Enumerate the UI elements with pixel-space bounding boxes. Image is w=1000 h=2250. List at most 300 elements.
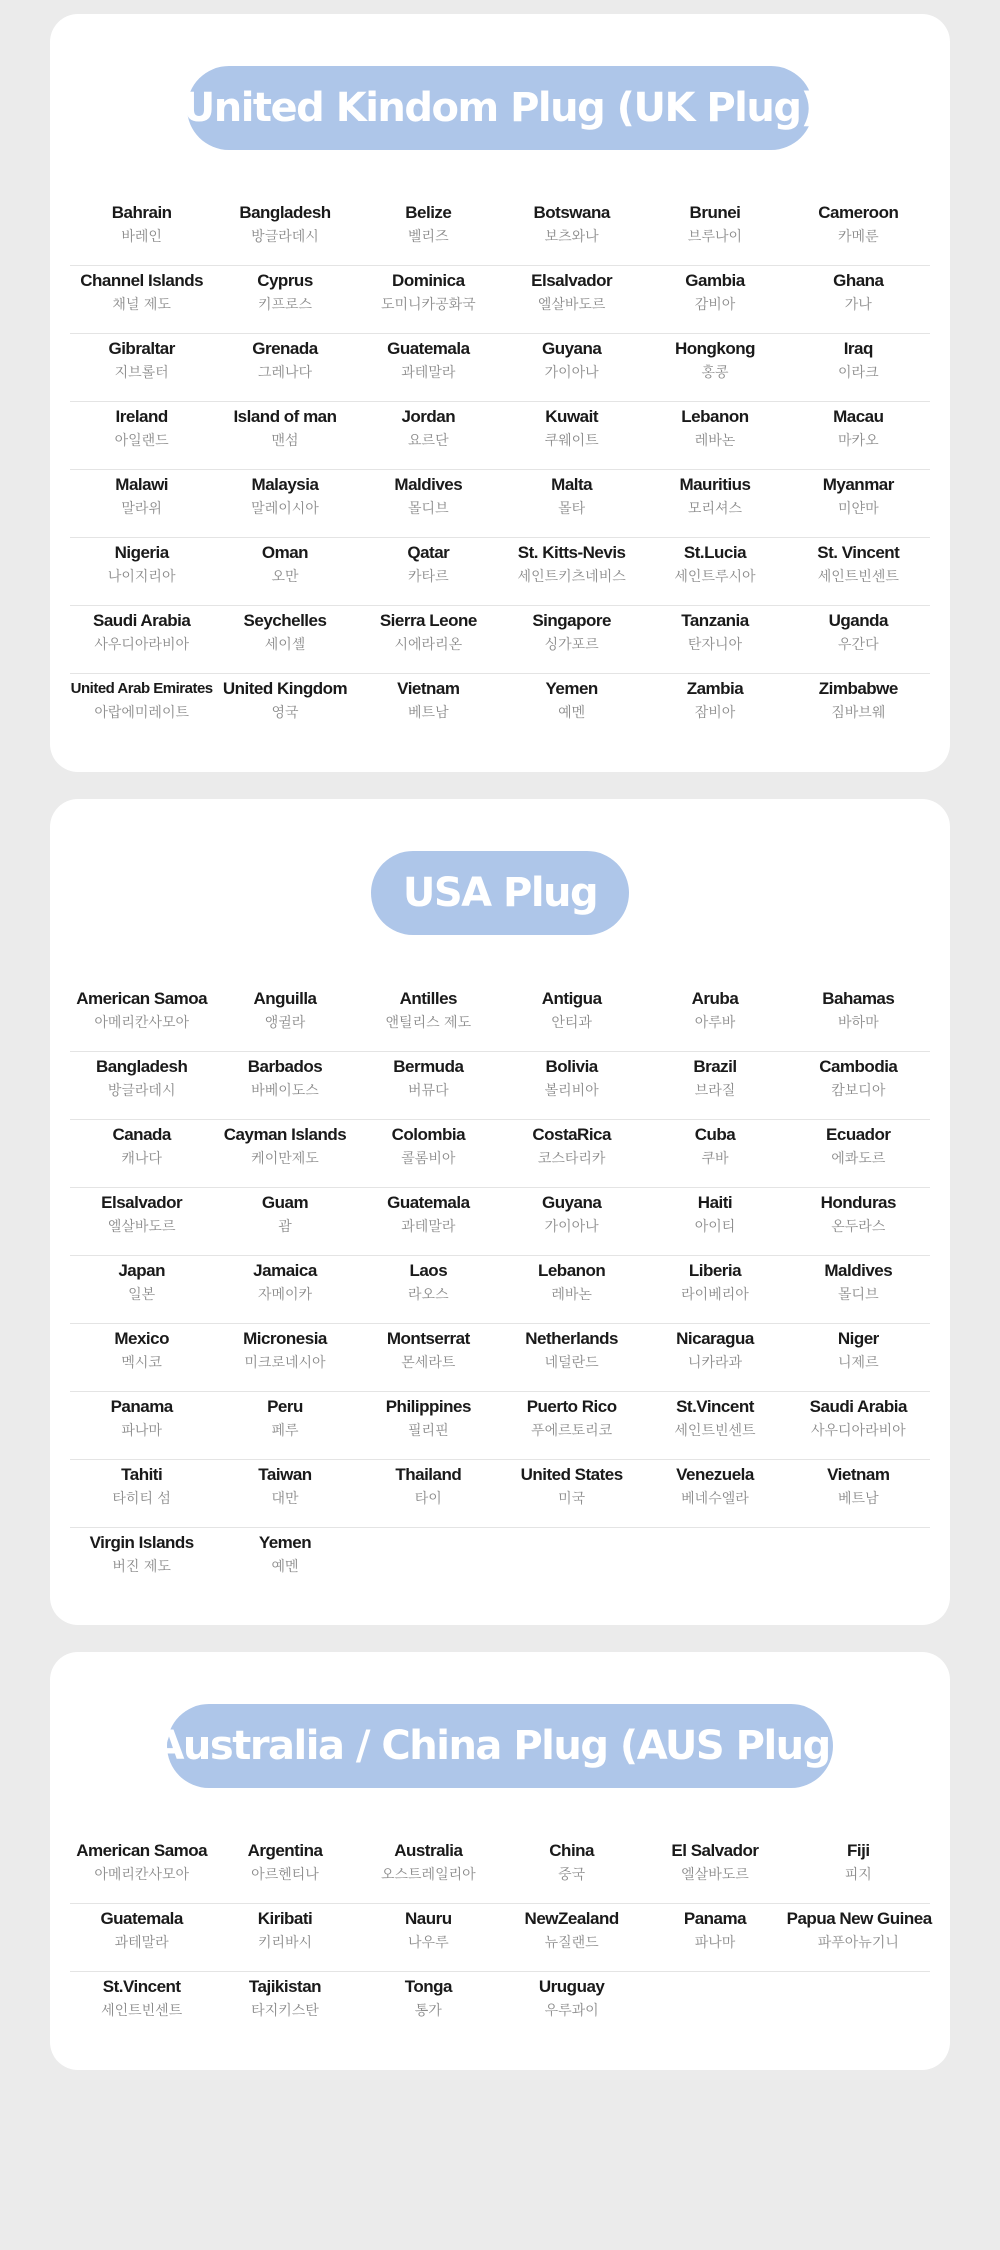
country-name-ko: 캄보디아 [831,1083,886,1099]
country-name-en: Jamaica [253,1261,317,1280]
country-name-ko: 미크로네시아 [244,1355,326,1371]
uk-plug-card [50,14,950,772]
country-name-en: Bolivia [545,1057,598,1076]
country-name-ko: 브라질 [694,1083,736,1099]
country-item [500,1120,643,1187]
country-item [213,1392,356,1459]
country-item [500,198,643,265]
country-item [787,606,930,673]
country-name-en: Taiwan [258,1465,312,1484]
country-name-ko: 코스타리카 [537,1151,606,1167]
country-item [500,1324,643,1391]
country-name-ko: 몰타 [558,501,586,517]
country-item [787,402,930,469]
country-item [500,606,643,673]
country-name-en: Virgin Islands [89,1533,194,1552]
country-name-ko: 방글라데시 [107,1083,176,1099]
country-row [70,402,930,470]
country-name-en: Panama [110,1397,173,1416]
country-row [70,1836,930,1904]
section-title-pill [153,1704,847,1788]
country-name-en: Papua New Guinea [786,1909,932,1928]
country-name-ko: 레바논 [694,433,736,449]
country-item [787,1392,930,1459]
country-item [357,1460,500,1527]
country-item [500,1460,643,1527]
country-name-en: Bahamas [822,989,895,1008]
country-name-en: Thailand [395,1465,462,1484]
country-name-ko: 안티과 [551,1015,592,1031]
country-item [70,1904,213,1971]
section-title: United Kindom Plug (UK Plug) [182,85,818,131]
country-name-ko: 짐바브웨 [831,705,886,721]
country-name-en: CostaRica [532,1125,611,1144]
country-item [213,1324,356,1391]
country-item [357,1324,500,1391]
country-name-en: Vietnam [827,1465,890,1484]
country-item [643,1836,786,1903]
country-row [70,1460,930,1528]
country-name-ko: 바하마 [838,1015,879,1031]
country-name-en: Brunei [689,203,741,222]
country-name-en: Panama [683,1909,747,1928]
country-item [787,1256,930,1323]
country-name-en: Jordan [401,407,456,426]
country-item [70,674,213,742]
country-name-en: Bangladesh [239,203,331,222]
country-name-ko: 세인트빈센트 [101,2003,183,2019]
country-item [70,984,213,1051]
country-name-ko: 베네수엘라 [681,1491,749,1507]
country-name-ko: 버진 제도 [112,1559,171,1575]
country-name-ko: 세이셸 [264,637,306,653]
country-name-ko: 도미니카공화국 [380,297,476,313]
country-item [500,674,643,742]
country-name-ko: 괌 [278,1219,292,1235]
country-row [70,1972,930,2040]
country-name-ko: 볼리비아 [544,1083,599,1099]
country-name-en: Venezuela [676,1465,754,1484]
country-item [357,1392,500,1459]
country-item [787,674,930,742]
country-name-ko: 대만 [271,1491,299,1507]
country-item [500,538,643,605]
country-name-en: Mexico [114,1329,169,1348]
country-name-ko: 쿠바 [701,1151,729,1167]
country-name-en: Nauru [405,1909,452,1928]
country-item [70,606,213,673]
country-name-ko: 영국 [271,705,299,721]
country-name-ko: 타이 [414,1491,442,1507]
country-name-ko: 카메룬 [838,229,879,245]
country-name-ko: 세인트빈센트 [817,569,899,585]
country-name-en: St.Vincent [676,1397,754,1416]
country-item [213,606,356,673]
country-name-en: United States [520,1465,623,1484]
country-name-en: St. Vincent [817,543,900,562]
country-name-en: Fiji [847,1841,870,1860]
country-item [500,1256,643,1323]
country-item [357,402,500,469]
country-item [357,198,500,265]
country-item [787,1120,930,1187]
country-name-ko: 채널 제도 [112,297,171,313]
country-item [357,1120,500,1187]
country-name-ko: 세인트루시아 [674,569,756,585]
country-name-ko: 니제르 [838,1355,879,1371]
country-item [643,1188,786,1255]
country-name-en: Maldives [824,1261,893,1280]
country-item [213,266,356,333]
country-item [213,1460,356,1527]
country-grid [70,1836,930,2040]
country-name-ko: 온두라스 [831,1219,886,1235]
country-item [787,1460,930,1527]
country-name-ko: 콜롬비아 [401,1151,456,1167]
country-name-en: Elsalvador [101,1193,183,1212]
country-name-en: Island of man [233,407,337,426]
aus-plug-card [50,1652,950,2070]
country-row [70,1324,930,1392]
country-name-ko: 우간다 [838,637,879,653]
country-name-ko: 탄자니아 [687,637,743,653]
country-name-en: Malawi [115,475,169,494]
country-name-en: Dominica [392,271,465,290]
country-name-en: Nicaragua [676,1329,754,1348]
country-row [70,1392,930,1460]
country-item [357,1052,500,1119]
country-name-en: Cameroon [818,203,899,222]
country-name-ko: 그레나다 [257,365,313,381]
country-name-en: Macau [833,407,884,426]
country-name-en: Saudi Arabia [93,611,191,630]
country-item [357,538,500,605]
country-name-en: Gibraltar [108,339,175,358]
country-name-en: Malta [551,475,593,494]
country-name-en: American Samoa [76,989,208,1008]
country-item [643,1052,786,1119]
country-item [787,1836,930,1903]
country-name-ko: 오만 [271,569,299,585]
country-item [500,470,643,537]
section-title: Australia / China Plug (AUS Plug) [153,1723,847,1769]
country-item [500,1836,643,1903]
country-name-ko: 시에라리온 [394,637,463,653]
country-item [213,1256,356,1323]
country-name-en: China [549,1841,595,1860]
country-name-ko: 바레인 [121,229,162,245]
country-name-ko: 카타르 [408,569,449,585]
country-item [500,1904,643,1971]
country-name-en: Cyprus [257,271,313,290]
country-name-en: Guyana [541,339,602,358]
country-item [643,984,786,1051]
country-item [787,538,930,605]
country-item [787,266,930,333]
country-item [500,266,643,333]
country-name-en: Cuba [694,1125,736,1144]
country-name-en: Mauritius [679,475,751,494]
country-row [70,1188,930,1256]
country-name-ko: 아르헨티나 [251,1867,319,1883]
country-name-ko: 바베이도스 [251,1083,319,1099]
country-item [500,984,643,1051]
country-name-ko: 중국 [558,1867,586,1883]
country-name-en: Zimbabwe [818,679,898,698]
country-item [787,984,930,1051]
country-name-ko: 엘살바도르 [537,297,606,313]
country-name-en: St.Vincent [102,1977,181,1996]
country-name-en: Brazil [693,1057,737,1076]
country-name-en: Haiti [697,1193,733,1212]
country-name-en: Ghana [833,271,884,290]
country-name-en: Guam [261,1193,309,1212]
country-item [357,1188,500,1255]
country-name-ko: 캐나다 [121,1151,162,1167]
country-name-ko: 과테말라 [401,1219,456,1235]
country-name-ko: 베트남 [838,1491,879,1507]
country-name-ko: 모리셔스 [687,501,743,517]
country-name-en: Netherlands [525,1329,619,1348]
country-name-ko: 라오스 [408,1287,449,1303]
country-row [70,334,930,402]
country-name-ko: 파나마 [121,1423,162,1439]
country-item [357,470,500,537]
country-name-en: Laos [409,1261,448,1280]
country-name-en: Elsalvador [531,271,613,290]
country-name-en: Kiribati [257,1909,313,1928]
country-name-en: Zambia [686,679,744,698]
country-name-en: Liberia [688,1261,742,1280]
country-name-ko: 아일랜드 [114,433,169,449]
country-name-en: Lebanon [681,407,749,426]
country-name-ko: 세인트키츠네비스 [517,569,626,585]
country-item [357,1256,500,1323]
country-name-ko: 방글라데시 [251,229,319,245]
country-name-ko: 미국 [558,1491,586,1507]
country-name-en: Philippines [385,1397,471,1416]
country-name-en: Anguilla [253,989,317,1008]
country-name-en: Canada [112,1125,171,1144]
country-name-ko: 타지키스탄 [251,2003,319,2019]
country-item [213,1528,356,1596]
country-name-en: Bangladesh [95,1057,188,1076]
country-name-en: Cambodia [819,1057,898,1076]
country-name-ko: 아메리칸사모아 [94,1015,189,1031]
country-name-en: Tahiti [121,1465,163,1484]
country-item [357,1972,500,2040]
country-name-en: Tonga [404,1977,452,1996]
country-grid [70,984,930,1596]
country-name-en: Guatemala [387,339,470,358]
country-item [70,1052,213,1119]
country-name-ko: 오스트레일리아 [380,1867,476,1883]
country-grid [70,198,930,742]
country-name-ko: 나우루 [408,1935,449,1951]
country-row [70,984,930,1052]
country-name-ko: 세인트빈센트 [674,1423,756,1439]
country-item [643,470,786,537]
country-name-ko: 마카오 [838,433,879,449]
country-name-ko: 피지 [844,1867,872,1883]
country-item [787,334,930,401]
country-name-en: Uruguay [538,1977,605,1996]
country-name-ko: 벨리즈 [408,229,449,245]
country-name-en: United Kingdom [222,679,348,698]
country-name-ko: 버뮤다 [408,1083,449,1099]
country-item [70,1256,213,1323]
country-name-en: Oman [261,543,309,562]
country-name-en: Tajikistan [248,1977,322,1996]
country-name-ko: 브루나이 [687,229,743,245]
country-item [500,334,643,401]
country-name-en: Hongkong [674,339,755,358]
country-name-ko: 엘살바도르 [107,1219,176,1235]
country-name-ko: 몰디브 [408,501,449,517]
section-title-pill [182,66,818,150]
country-name-en: Ireland [115,407,168,426]
country-name-en: Qatar [407,543,450,562]
country-name-en: Belize [405,203,452,222]
country-item [213,1120,356,1187]
country-row [70,674,930,742]
country-name-en: Barbados [247,1057,323,1076]
country-item [787,1904,930,1971]
country-item [500,1052,643,1119]
country-row [70,606,930,674]
country-name-en: Bahrain [111,203,172,222]
country-name-en: Seychelles [243,611,327,630]
country-name-en: Micronesia [243,1329,327,1348]
country-name-en: Sierra Leone [379,611,477,630]
country-item [643,198,786,265]
country-item [70,1188,213,1255]
country-item [213,984,356,1051]
country-name-en: Channel Islands [80,271,204,290]
country-name-en: Malaysia [251,475,319,494]
country-name-en: NewZealand [524,1909,619,1928]
country-name-ko: 요르단 [408,433,449,449]
country-name-en: American Samoa [76,1841,208,1860]
usa-plug-card [50,799,950,1625]
country-name-ko: 쿠웨이트 [544,433,599,449]
country-item [213,198,356,265]
country-name-en: Ecuador [826,1125,891,1144]
country-name-ko: 엘살바도르 [681,1867,749,1883]
country-item [500,1972,643,2040]
country-item [357,334,500,401]
country-name-ko: 가나 [844,297,872,313]
country-item [70,1972,213,2040]
country-name-en: Nigeria [114,543,169,562]
country-name-en: St.Lucia [683,543,747,562]
country-item [787,470,930,537]
country-name-en: Antigua [541,989,602,1008]
country-name-ko: 몰디브 [838,1287,879,1303]
country-item [70,470,213,537]
country-item [643,1120,786,1187]
country-item [357,1836,500,1903]
country-name-ko: 필리핀 [408,1423,449,1439]
country-name-ko: 미얀마 [838,501,879,517]
country-row [70,1904,930,1972]
country-name-ko: 예멘 [558,705,586,721]
country-name-ko: 멕시코 [121,1355,162,1371]
country-name-en: Iraq [843,339,873,358]
country-name-ko: 아루바 [694,1015,736,1031]
country-name-en: Antilles [399,989,458,1008]
country-item [787,1324,930,1391]
country-name-ko: 에콰도르 [831,1151,886,1167]
country-name-ko: 말라위 [121,501,162,517]
country-name-en: Montserrat [386,1329,470,1348]
country-row [70,1256,930,1324]
country-name-ko: 라이베리아 [681,1287,749,1303]
country-row [70,470,930,538]
country-name-ko: 앵귈라 [264,1015,306,1031]
country-item [643,674,786,742]
country-name-ko: 키프로스 [257,297,313,313]
country-name-en: Puerto Rico [526,1397,617,1416]
country-name-ko: 타히티 섬 [112,1491,171,1507]
country-item [357,606,500,673]
country-item [643,1904,786,1971]
country-name-ko: 뉴질랜드 [544,1935,599,1951]
country-item [213,402,356,469]
country-row [70,538,930,606]
country-name-ko: 과테말라 [401,365,456,381]
country-name-ko: 레바논 [551,1287,592,1303]
country-item [213,470,356,537]
country-name-en: St. Kitts-Nevis [517,543,626,562]
country-name-ko: 일본 [128,1287,156,1303]
country-name-en: Kuwait [545,407,599,426]
country-name-en: El Salvador [671,1841,759,1860]
country-item [643,606,786,673]
country-name-en: Grenada [252,339,318,358]
country-item [70,334,213,401]
country-row [70,266,930,334]
country-name-ko: 아랍에미레이트 [94,705,189,721]
country-name-ko: 가이아나 [544,1219,599,1235]
country-name-ko: 예멘 [271,1559,299,1575]
country-name-ko: 케이만제도 [251,1151,319,1167]
country-name-ko: 사우디아라비아 [810,1423,906,1439]
country-name-en: Japan [118,1261,165,1280]
country-item [213,334,356,401]
country-name-en: Peru [267,1397,303,1416]
country-item [213,1972,356,2040]
country-name-en: Uganda [828,611,888,630]
country-item [643,538,786,605]
country-item [643,334,786,401]
country-name-en: Singapore [532,611,611,630]
country-item [357,1904,500,1971]
country-item [213,1904,356,1971]
country-item [787,198,930,265]
country-name-ko: 페루 [271,1423,299,1439]
country-name-ko: 아메리칸사모아 [94,1867,189,1883]
country-item [213,1188,356,1255]
country-item [357,266,500,333]
country-row [70,1528,930,1596]
country-name-ko: 니카라과 [687,1355,743,1371]
country-name-en: Cayman Islands [223,1125,347,1144]
country-item [70,1392,213,1459]
country-item [70,1460,213,1527]
country-item [643,266,786,333]
country-item [70,538,213,605]
